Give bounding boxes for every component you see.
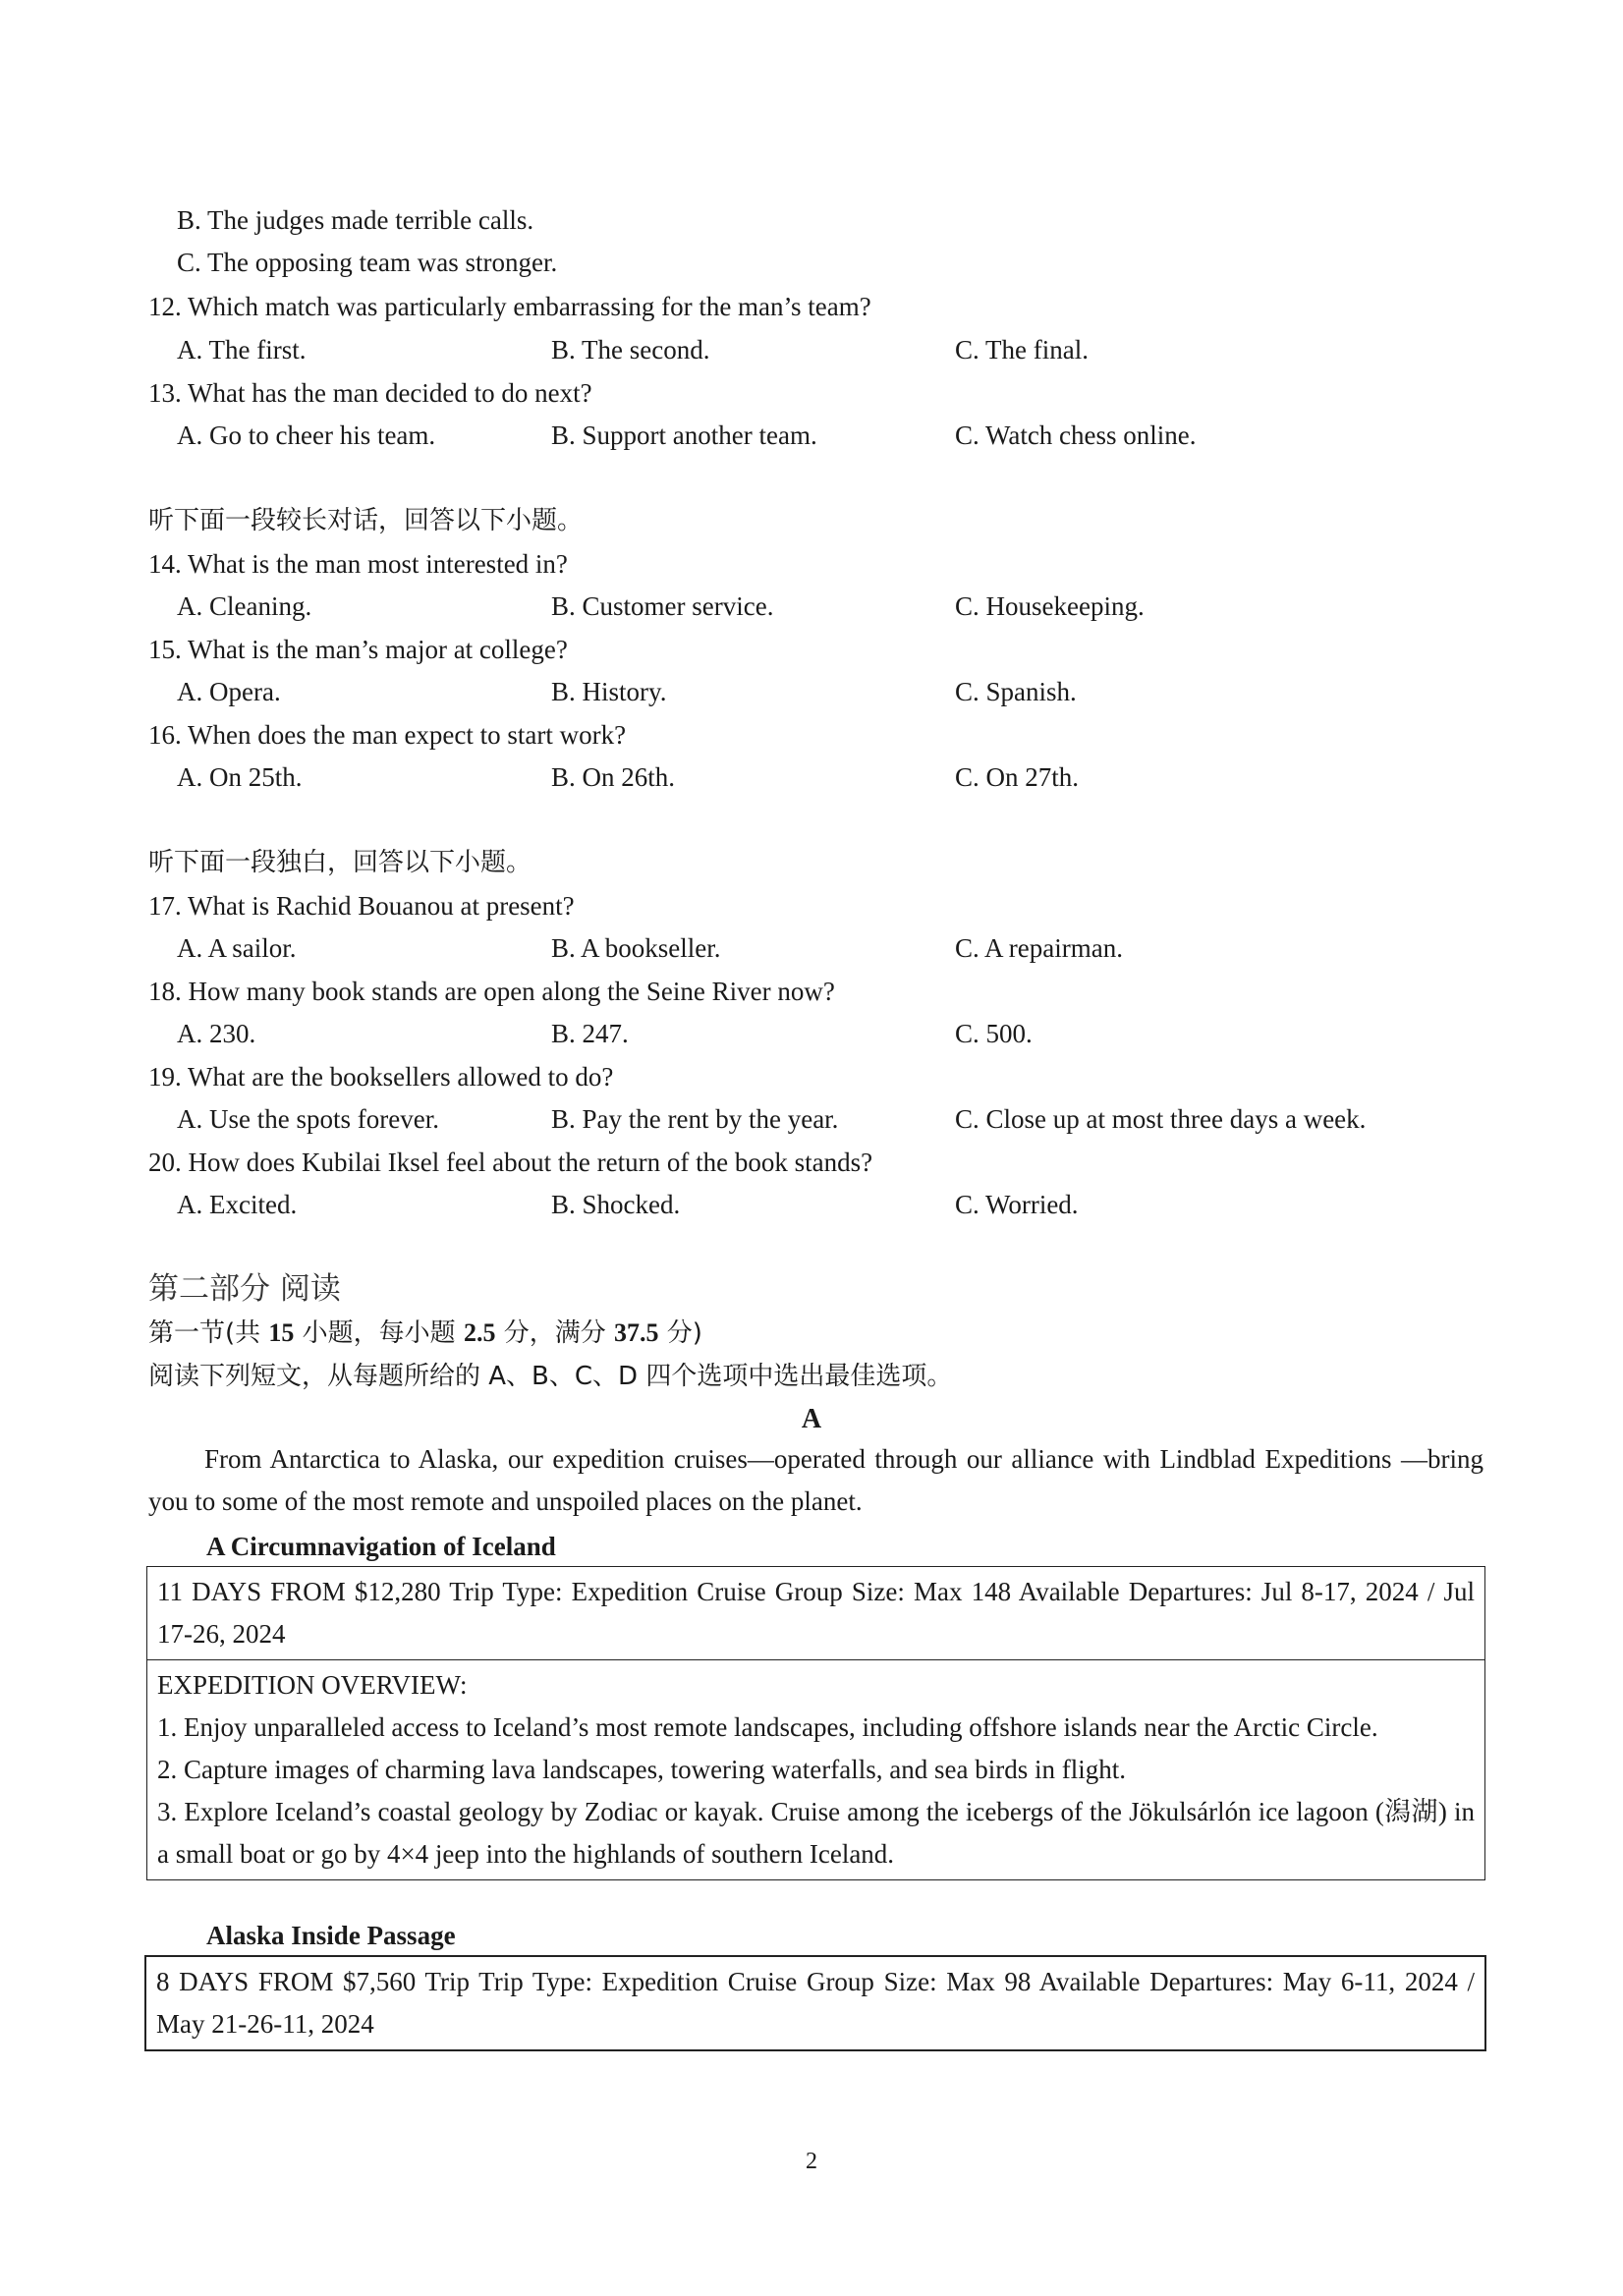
reading-instruction: 阅读下列短文，从每题所给的 A、B、C、D 四个选项中选出最佳选项。 (148, 1362, 953, 1391)
q18-option-c: C. 500. (955, 1019, 1033, 1048)
section-long-dialogue-heading: 听下面一段较长对话，回答以下小题。 (148, 506, 584, 535)
alaska-info: 8 DAYS FROM $7,560 Trip Trip Type: Expedition Cruise Group Size: Max 98 Available Departures: May 6-11, 2024 / May 21-26-11, 2024 (156, 1967, 1475, 2039)
q13-option-c: C. Watch chess online. (955, 420, 1197, 450)
q13-option-a: A. Go to cheer his team. (177, 420, 436, 450)
q14-stem: 14. What is the man most interested in? (148, 549, 568, 579)
q13-option-b: B. Support another team. (551, 420, 817, 450)
q20-option-a: A. Excited. (177, 1190, 298, 1219)
part2-title: 第二部分 阅读 (148, 1271, 341, 1307)
q17-stem: 17. What is Rachid Bouanou at present? (148, 891, 575, 921)
q18-option-b: B. 247. (551, 1019, 629, 1048)
q11-option-b: B. The judges made terrible calls. (177, 205, 534, 235)
q18-option-a: A. 230. (177, 1019, 256, 1048)
q17-option-b: B. A bookseller. (551, 933, 721, 963)
overview-point-2: 2. Capture images of charming lava landscapes, towering waterfalls, and sea birds in flight. (157, 1755, 1126, 1784)
q14-option-b: B. Customer service. (551, 591, 774, 621)
q16-stem: 16. When does the man expect to start work? (148, 720, 627, 750)
q14-option-a: A. Cleaning. (177, 591, 312, 621)
q15-option-c: C. Spanish. (955, 677, 1077, 706)
page-number: 2 (806, 2149, 817, 2174)
q14-option-c: C. Housekeeping. (955, 591, 1145, 621)
q20-stem: 20. How does Kubilai Iksel feel about the return of the book stands? (148, 1148, 873, 1177)
section1-heading: 第一节(共 15 小题，每小题 2.5 分，满分 37.5 分) (148, 1318, 702, 1348)
q19-option-a: A. Use the spots forever. (177, 1104, 439, 1134)
overview-point-1: 1. Enjoy unparalleled access to Iceland’s most remote landscapes, including offshore islands near the Arctic Circle. (157, 1712, 1378, 1742)
q12-option-b: B. The second. (551, 335, 710, 364)
q11-option-c: C. The opposing team was stronger. (177, 248, 558, 277)
section-monologue-heading: 听下面一段独白，回答以下小题。 (148, 848, 532, 877)
q15-option-b: B. History. (551, 677, 667, 706)
q15-option-a: A. Opera. (177, 677, 281, 706)
q12-option-c: C. The final. (955, 335, 1089, 364)
overview-heading: EXPEDITION OVERVIEW: (157, 1670, 468, 1700)
q13-stem: 13. What has the man decided to do next? (148, 378, 592, 408)
q19-option-c: C. Close up at most three days a week. (955, 1104, 1367, 1134)
passage-label: A (801, 1404, 822, 1434)
q16-option-c: C. On 27th. (955, 762, 1080, 792)
q17-option-a: A. A sailor. (177, 933, 297, 963)
iceland-table (146, 1566, 1485, 1880)
q20-option-c: C. Worried. (955, 1190, 1079, 1219)
q19-stem: 19. What are the booksellers allowed to do? (148, 1062, 614, 1092)
q12-option-a: A. The first. (177, 335, 307, 364)
q20-option-b: B. Shocked. (551, 1190, 681, 1219)
iceland-overview (147, 1659, 1484, 1879)
q17-option-c: C. A repairman. (955, 933, 1123, 963)
iceland-title: A Circumnavigation of Iceland (206, 1532, 556, 1561)
q15-stem: 15. What is the man’s major at college? (148, 635, 568, 664)
q16-option-a: A. On 25th. (177, 762, 303, 792)
passage-intro: From Antarctica to Alaska, our expedition cruises—operated through our alliance with Lindblad Expeditions —bring you to some of the most remote and unspoiled places on the planet. (148, 1444, 1483, 1516)
alaska-title: Alaska Inside Passage (206, 1921, 456, 1950)
q12-stem: 12. Which match was particularly embarrassing for the man’s team? (148, 292, 871, 321)
q19-option-b: B. Pay the rent by the year. (551, 1104, 839, 1134)
alaska-table (144, 1955, 1486, 2051)
iceland-info: 11 DAYS FROM $12,280 Trip Type: Expedition Cruise Group Size: Max 148 Available Departures: Jul 8-17, 2024 / Jul 17-26, 2024 (157, 1577, 1475, 1649)
q16-option-b: B. On 26th. (551, 762, 676, 792)
overview-point-3: 3. Explore Iceland’s coastal geology by Zodiac or kayak. Cruise among the icebergs of the Jökulsárlón ice lagoon (潟湖) in a small boat or go by 4×4 jeep into the highlands of southern Iceland. (157, 1797, 1475, 1869)
q18-stem: 18. How many book stands are open along the Seine River now? (148, 977, 835, 1006)
